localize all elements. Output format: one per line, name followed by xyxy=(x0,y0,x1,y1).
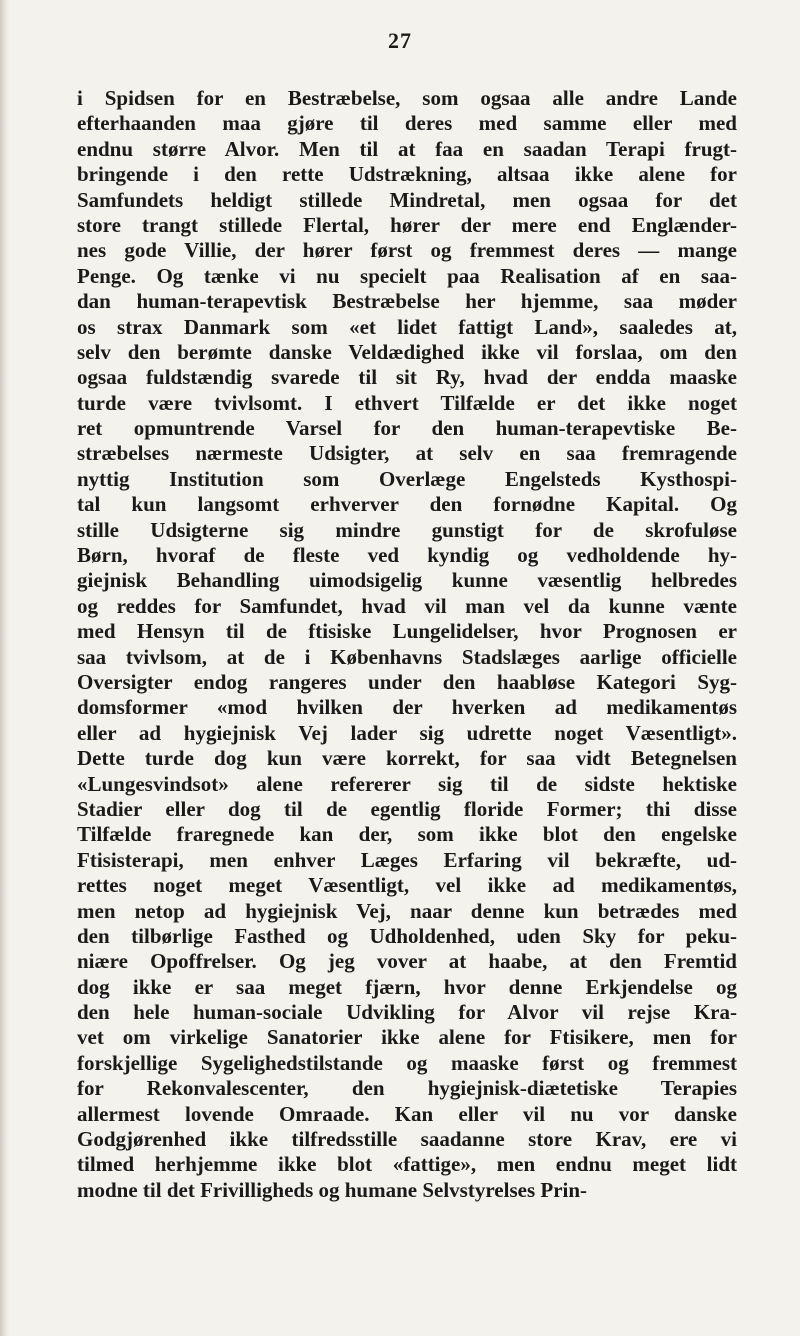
text-line: stræbelses nærmeste Udsigter, at selv en saa fremragende xyxy=(77,441,737,466)
text-line: stille Udsigterne sig mindre gunstigt for de skrofuløse xyxy=(77,517,737,542)
text-line: dan human-terapevtisk Bestræbelse her hjemme, saa møder xyxy=(77,289,737,314)
text-line: og reddes for Samfundet, hvad vil man vel da kunne vænte xyxy=(77,593,737,618)
text-line: store trangt stillede Flertal, hører der mere end Englænder- xyxy=(77,212,737,237)
text-line: modne til det Frivilligheds og humane Selvstyrelses Prin- xyxy=(77,1177,588,1202)
text-line: niære Opoffrelser. Og jeg vover at haabe, at den Fremtid xyxy=(77,949,737,974)
text-line: bringende i den rette Udstrækning, altsaa ikke alene for xyxy=(77,162,737,187)
text-line: Oversigter endog rangeres under den haabløse Kategori Syg- xyxy=(77,669,737,694)
text-line: den tilbørlige Fasthed og Udholdenhed, uden Sky for peku- xyxy=(77,923,737,948)
text-line: Stadier eller dog til de egentlig floride Former; thi disse xyxy=(77,796,737,821)
text-line: os strax Danmark som «et lidet fattigt Land», saaledes at, xyxy=(77,314,737,339)
text-line: Dette turde dog kun være korrekt, for saa vidt Betegnelsen xyxy=(77,746,737,771)
text-line: vet om virkelige Sanatorier ikke alene for Ftisikere, men for xyxy=(77,1025,737,1050)
text-line: saa tvivlsom, at de i Københavns Stadslæges aarlige officielle xyxy=(77,644,737,669)
text-line: Ftisisterapi, men enhver Læges Erfaring vil bekræfte, ud- xyxy=(77,847,737,872)
text-line: for Rekonvalescenter, den hygiejnisk-diætetiske Terapies xyxy=(77,1076,737,1101)
text-line: allermest lovende Omraade. Kan eller vil nu vor danske xyxy=(77,1101,737,1126)
text-line: ret opmuntrende Varsel for den human-terapevtiske Be- xyxy=(77,416,737,441)
text-line: rettes noget meget Væsentligt, vel ikke ad medikamentøs, xyxy=(77,873,737,898)
text-line: tal kun langsomt erhverver den fornødne Kapital. Og xyxy=(77,492,737,517)
text-line: giejnisk Behandling uimodsigelig kunne væsentlig helbredes xyxy=(77,568,737,593)
text-line: nyttig Institution som Overlæge Engelsteds Kysthospi- xyxy=(77,466,737,491)
text-line: endnu større Alvor. Men til at faa en saadan Terapi frugt- xyxy=(77,136,737,161)
text-line: efterhaanden maa gjøre til deres med samme eller med xyxy=(77,111,737,136)
text-line: eller ad hygiejnisk Vej lader sig udrette noget Væsentligt». xyxy=(77,720,737,745)
text-line: tilmed herhjemme ikke blot «fattige», men endnu meget lidt xyxy=(77,1152,737,1177)
text-line: forskjellige Sygelighedstilstande og maaske først og fremmest xyxy=(77,1050,737,1075)
page-binding-edge xyxy=(0,0,10,1336)
text-line: den hele human-sociale Udvikling for Alvor vil rejse Kra- xyxy=(77,1000,737,1025)
text-line: nes gode Villie, der hører først og fremmest deres — mange xyxy=(77,238,737,263)
text-line: «Lungesvindsot» alene refererer sig til de sidste hektiske xyxy=(77,771,737,796)
text-line: ogsaa fuldstændig svarede til sit Ry, hvad der endda maaske xyxy=(77,365,737,390)
page-number: 27 xyxy=(388,28,412,53)
text-line: Tilfælde fraregnede kan der, som ikke blot den engelske xyxy=(77,822,737,847)
text-line: Godgjørenhed ikke tilfredsstille saadanne store Krav, ere vi xyxy=(77,1127,737,1152)
text-line: dog ikke er saa meget fjærn, hvor denne Erkjendelse og xyxy=(77,974,737,999)
text-line: men netop ad hygiejnisk Vej, naar denne kun betrædes med xyxy=(77,898,737,923)
text-line: selv den berømte danske Veldædighed ikke vil forslaa, om den xyxy=(77,339,737,364)
text-line: turde være tvivlsomt. I ethvert Tilfælde er det ikke noget xyxy=(77,390,737,415)
text-line: domsformer «mod hvilken der hverken ad medikamentøs xyxy=(77,695,737,720)
text-line: Samfundets heldigt stillede Mindretal, men ogsaa for det xyxy=(77,187,737,212)
body-text xyxy=(77,86,737,1203)
text-line: Børn, hvoraf de fleste ved kyndig og vedholdende hy- xyxy=(77,543,737,568)
text-line: med Hensyn til de ftisiske Lungelidelser, hvor Prognosen er xyxy=(77,619,737,644)
text-line: i Spidsen for en Bestræbelse, som ogsaa alle andre Lande xyxy=(77,86,737,110)
text-line: Penge. Og tænke vi nu specielt paa Realisation af en saa- xyxy=(77,263,737,288)
